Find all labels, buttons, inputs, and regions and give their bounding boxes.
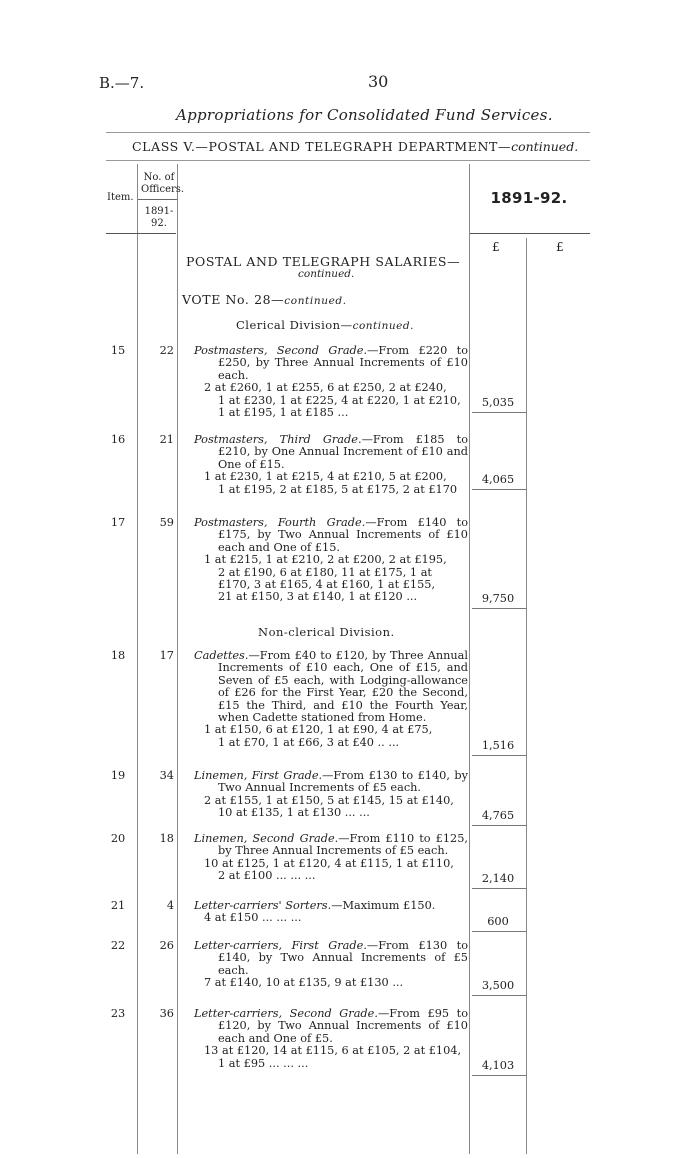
- entry-description: [194, 833, 468, 883]
- left-header-bottom-rule: [106, 233, 176, 234]
- section-title: POSTAL AND TELEGRAPH SALARIES—: [186, 254, 461, 269]
- amount-column-divider: [526, 238, 527, 1154]
- officers-column-divider: [177, 164, 178, 1154]
- entry-officer-count: 21: [159, 433, 174, 446]
- year-column-header: 1891-92.: [490, 189, 568, 207]
- entry-amount: 9,750: [481, 592, 515, 605]
- entry-description: [194, 517, 468, 604]
- entry-scale: —From £130 to £140, by Two Annual Increments of £5 each.: [218, 939, 468, 977]
- entry-item-number: 19: [110, 769, 126, 782]
- entry-description: [194, 940, 468, 990]
- officers-header-rule: [138, 199, 177, 200]
- pound-sign-column-1: £: [492, 240, 500, 254]
- entry-scale: —Maximum £150.: [331, 899, 436, 912]
- entry-detail-line: 2 at £190, 6 at £180, 11 at £175, 1 at: [218, 565, 432, 579]
- entry-amount-rule: [472, 1075, 526, 1076]
- entry-description: [194, 345, 468, 419]
- entry-item-number: 17: [110, 516, 126, 529]
- class-heading: CLASS V.—POSTAL AND TELEGRAPH DEPARTMENT—continued.: [132, 139, 579, 154]
- entry-officer-count: 22: [159, 344, 174, 357]
- title-rule: [106, 132, 590, 133]
- entry-scale: —From £110 to £125, by Three Annual Increments of £5 each.: [218, 832, 468, 858]
- entry-amount-rule: [472, 489, 526, 490]
- entry-description: [194, 770, 468, 820]
- entry-title: Postmasters, Fourth Grade.: [194, 516, 366, 529]
- entry-detail-line: 2 at £155, 1 at £150, 5 at £145, 15 at £140,: [204, 793, 454, 807]
- entry-title: Letter-carriers, First Grade.: [194, 939, 367, 952]
- entry-scale: —From £95 to £120, by Two Annual Increments of £10 each and One of £5.: [218, 1007, 469, 1045]
- entry-scale: —From £220 to £250, by Three Annual Increments of £10 each.: [218, 344, 468, 382]
- section-title-continued: continued.: [298, 268, 355, 280]
- entry-detail-line: £170, 3 at £165, 4 at £160, 1 at £155,: [218, 578, 436, 592]
- entry-item-number: 15: [110, 344, 126, 357]
- entry-description: [194, 1008, 468, 1070]
- right-header-bottom-rule: [470, 233, 590, 234]
- entry-officer-count: 17: [159, 649, 174, 662]
- entry-detail-line: 1 at £150, 6 at £120, 1 at £90, 4 at £75,: [204, 723, 433, 737]
- entry-title: Linemen, First Grade.: [194, 769, 323, 782]
- entry-detail-line: 7 at £140, 10 at £135, 9 at £130 ...: [204, 976, 404, 990]
- description-column-divider: [469, 164, 470, 1154]
- entry-title: Linemen, Second Grade.: [194, 832, 339, 845]
- pound-sign-column-2: £: [556, 240, 564, 254]
- entry-amount: 3,500: [481, 979, 515, 992]
- item-column-divider: [137, 164, 138, 1154]
- entry-officer-count: 34: [159, 769, 174, 782]
- item-column-header: Item.: [107, 192, 134, 203]
- entry-amount-rule: [472, 755, 526, 756]
- entry-title: Postmasters, Third Grade.: [194, 433, 362, 446]
- entry-amount: 4,103: [481, 1059, 515, 1072]
- entry-detail-line: 13 at £120, 14 at £115, 6 at £105, 2 at £104,: [204, 1044, 462, 1058]
- non-clerical-division-heading: Non-clerical Division.: [258, 625, 395, 639]
- entry-detail-line: 21 at £150, 3 at £140, 1 at £120 ...: [218, 590, 418, 604]
- page-title: Appropriations for Consolidated Fund Services.: [176, 106, 553, 124]
- page-number: 30: [368, 72, 389, 91]
- entry-description: [194, 900, 468, 925]
- officers-column-header: No. of Officers. 1891-92.: [141, 172, 185, 229]
- entry-officer-count: 4: [166, 899, 174, 912]
- entry-amount: 600: [487, 915, 509, 928]
- entry-scale: —From £40 to £120, by Three Annual Increments of £10 each, One of £15, and Seven of £5 each, with Lodging-allowance of £26 for the First Year, £20 the Second, £15 the Third, and £10 the Fourth Year, when Cadette stationed from Home.: [218, 649, 468, 725]
- entry-detail-line: 1 at £70, 1 at £66, 3 at £40 .. ...: [218, 735, 400, 749]
- clerical-division-heading: Clerical Division—continued.: [236, 318, 414, 332]
- entry-amount-rule: [472, 608, 526, 609]
- entry-officer-count: 18: [159, 832, 174, 845]
- entry-detail-line: 1 at £230, 1 at £215, 4 at £210, 5 at £200,: [204, 470, 447, 484]
- entry-amount-rule: [472, 825, 526, 826]
- entry-amount: 1,516: [481, 739, 515, 752]
- entry-detail-line: 2 at £100 ... ... ...: [218, 869, 316, 883]
- entry-detail-line: 4 at £150 ... ... ...: [204, 911, 302, 925]
- entry-detail-line: 1 at £95 ... ... ...: [218, 1056, 309, 1070]
- entry-title: Letter-carriers, Second Grade.: [194, 1007, 378, 1020]
- entry-amount-rule: [472, 412, 526, 413]
- entry-item-number: 22: [110, 939, 126, 952]
- entry-title: Letter-carriers' Sorters.: [194, 899, 332, 912]
- entry-amount: 4,065: [481, 473, 515, 486]
- vote-heading: VOTE No. 28—continued.: [182, 292, 347, 307]
- entry-scale: —From £130 to £140, by Two Annual Increments of £5 each.: [218, 769, 468, 795]
- entry-detail-line: 1 at £195, 1 at £185 ...: [218, 406, 349, 420]
- entry-officer-count: 26: [159, 939, 174, 952]
- entry-amount: 5,035: [481, 396, 515, 409]
- entry-detail-line: 1 at £195, 2 at £185, 5 at £175, 2 at £170: [218, 482, 458, 496]
- entry-amount: 4,765: [481, 809, 515, 822]
- entry-amount-rule: [472, 931, 526, 932]
- document-reference: B.—7.: [99, 74, 145, 92]
- entry-item-number: 23: [110, 1007, 126, 1020]
- entry-detail-line: 2 at £260, 1 at £255, 6 at £250, 2 at £240,: [204, 381, 447, 395]
- entry-title: Postmasters, Second Grade.: [194, 344, 368, 357]
- entry-scale: —From £140 to £175, by Two Annual Increments of £10 each and One of £15.: [218, 516, 469, 554]
- entry-officer-count: 36: [159, 1007, 174, 1020]
- entry-item-number: 18: [110, 649, 126, 662]
- entry-detail-line: 10 at £125, 1 at £120, 4 at £115, 1 at £110,: [204, 856, 454, 870]
- entry-amount-rule: [472, 995, 526, 996]
- table-top-rule: [106, 160, 590, 161]
- entry-description: [194, 434, 468, 496]
- entry-amount-rule: [472, 888, 526, 889]
- entry-description: [194, 650, 468, 749]
- entry-detail-line: 1 at £230, 1 at £225, 4 at £220, 1 at £210,: [218, 393, 461, 407]
- entry-officer-count: 59: [159, 516, 174, 529]
- entry-item-number: 16: [110, 433, 126, 446]
- entry-detail-line: 10 at £135, 1 at £130 ... ...: [218, 806, 370, 820]
- entry-item-number: 21: [110, 899, 126, 912]
- entry-item-number: 20: [110, 832, 126, 845]
- entry-scale: —From £185 to £210, by One Annual Increment of £10 and One of £15.: [218, 433, 468, 471]
- entry-title: Cadettes.: [194, 649, 249, 662]
- entry-detail-line: 1 at £215, 1 at £210, 2 at £200, 2 at £195,: [204, 553, 447, 567]
- entry-amount: 2,140: [481, 872, 515, 885]
